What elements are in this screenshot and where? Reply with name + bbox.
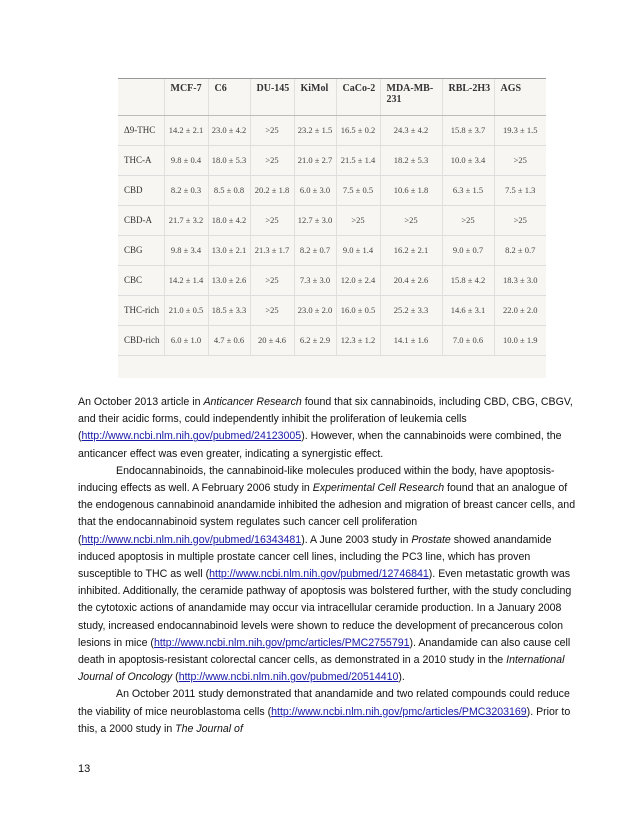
table-cell: >25 xyxy=(250,116,294,146)
table-cell: 7.5 ± 1.3 xyxy=(494,176,546,206)
text-run: found that six cannabinoids, including CBD, CBG, CBGV, and their acidic forms, could independently inhibit the proliferation of leukemia cells ( xyxy=(78,396,573,443)
table-cell: 19.3 ± 1.5 xyxy=(494,116,546,146)
table-row xyxy=(118,296,546,326)
table-row xyxy=(118,116,546,146)
journal-title: Anticancer Research xyxy=(203,396,302,408)
page-number: 13 xyxy=(78,763,91,775)
table-cell: 8.2 ± 0.7 xyxy=(294,236,336,266)
row-label: THC-rich xyxy=(118,296,164,326)
journal-title: Experimental Cell Research xyxy=(312,482,445,495)
journal-title: The Journal of xyxy=(175,722,243,735)
table-cell: 8.2 ± 0.7 xyxy=(494,236,546,266)
table-cell: 6.0 ± 1.0 xyxy=(164,326,208,356)
table-cell: 16.2 ± 2.1 xyxy=(380,236,442,266)
text-run: ). However, when the cannabinoids were combined, the anticancer effect was even greater, indicating a synergistic effect. xyxy=(78,430,562,460)
table-cell: 23.2 ± 1.5 xyxy=(294,116,336,146)
text-run: An October 2013 article in xyxy=(78,396,204,408)
table-cell: 4.7 ± 0.6 xyxy=(208,326,250,356)
pmc-link[interactable]: http://www.ncbi.nlm.nih.gov/pmc/articles/PMC2755791 xyxy=(153,636,410,649)
table-cell: 12.0 ± 2.4 xyxy=(336,266,380,296)
body-text xyxy=(78,394,578,738)
paragraph xyxy=(78,394,578,463)
text-run: found that an analogue of the endogenous cannabinoid anandamide inhibited the adhesion and migration of breast cancer cells, and that the endocannabinoid system regulates such cancer cell proliferation ( xyxy=(78,482,576,546)
row-label: THC-A xyxy=(118,146,164,176)
table-cell: 18.0 ± 5.3 xyxy=(208,146,250,176)
table-cell: 6.0 ± 3.0 xyxy=(294,176,336,206)
table-row xyxy=(118,176,546,206)
table-cell: 14.2 ± 1.4 xyxy=(164,266,208,296)
table-cell: 9.8 ± 3.4 xyxy=(164,236,208,266)
journal-title: International Journal of Oncology xyxy=(78,654,565,684)
table-cell: 23.0 ± 2.0 xyxy=(294,296,336,326)
table-cell: 8.2 ± 0.3 xyxy=(164,176,208,206)
row-label: CBC xyxy=(118,266,164,296)
table-cell: 8.5 ± 0.8 xyxy=(208,176,250,206)
table-cell: 21.7 ± 3.2 xyxy=(164,206,208,236)
table-cell: 13.0 ± 2.6 xyxy=(208,266,250,296)
table-cell: 12.7 ± 3.0 xyxy=(294,206,336,236)
table-body xyxy=(118,116,546,356)
pubmed-link[interactable]: http://www.ncbi.nlm.nih.gov/pubmed/12746841 xyxy=(209,568,429,581)
table-cell: 7.3 ± 3.0 xyxy=(294,266,336,296)
table-cell: >25 xyxy=(442,206,494,236)
table-cell: 9.8 ± 0.4 xyxy=(164,146,208,176)
table-cell: 7.0 ± 0.6 xyxy=(442,326,494,356)
column-header: RBL-2H3 xyxy=(442,79,494,116)
column-header: CaCo-2 xyxy=(336,79,380,116)
column-header: DU-145 xyxy=(250,79,294,116)
table-cell: 18.3 ± 3.0 xyxy=(494,266,546,296)
table-row xyxy=(118,266,546,296)
text-run: showed anandamide induced apoptosis in multiple prostate cancer cell lines, including the PC3 line, which has proven susceptible to THC as well ( xyxy=(78,533,552,581)
paragraph xyxy=(78,463,578,687)
table-cell: 23.0 ± 4.2 xyxy=(208,116,250,146)
table-cell: 25.2 ± 3.3 xyxy=(380,296,442,326)
column-header: KiMol xyxy=(294,79,336,116)
table-row xyxy=(118,146,546,176)
table-cell: 15.8 ± 4.2 xyxy=(442,266,494,296)
table-cell: 20 ± 4.6 xyxy=(250,326,294,356)
table-cell: 20.4 ± 2.6 xyxy=(380,266,442,296)
table-cell: 22.0 ± 2.0 xyxy=(494,296,546,326)
pubmed-link[interactable]: http://www.ncbi.nlm.nih.gov/pubmed/24123005 xyxy=(81,430,302,443)
text-run: An October 2011 study demonstrated that anandamide and two related compounds could reduce the viability of mice neuroblastoma cells ( xyxy=(78,688,570,718)
table-cell: >25 xyxy=(380,206,442,236)
table-cell: 7.5 ± 0.5 xyxy=(336,176,380,206)
table-cell: 10.6 ± 1.8 xyxy=(380,176,442,206)
text-run: ). Prior to this, a 2000 study in xyxy=(78,705,571,735)
column-header: MDA-MB-231 xyxy=(380,79,442,116)
text-run: Endocannabinoids, the cannabinoid-like molecules produced within the body, have apoptosis-inducing effects as well. A February 2006 study in xyxy=(78,464,555,495)
column-header xyxy=(118,79,164,116)
table-cell: 10.0 ± 3.4 xyxy=(442,146,494,176)
table-cell: >25 xyxy=(250,296,294,326)
table-cell: 21.0 ± 0.5 xyxy=(164,296,208,326)
pmc-link[interactable]: http://www.ncbi.nlm.nih.gov/pmc/articles/PMC3203169 xyxy=(271,705,527,718)
table-cell: >25 xyxy=(494,206,546,236)
table-cell: 13.0 ± 2.1 xyxy=(208,236,250,266)
table-cell: 10.0 ± 1.9 xyxy=(494,326,546,356)
row-label: Δ9-THC xyxy=(118,116,164,146)
table-cell: 14.2 ± 2.1 xyxy=(164,116,208,146)
table-row xyxy=(118,236,546,266)
table-cell: 12.3 ± 1.2 xyxy=(336,326,380,356)
ic50-table xyxy=(118,78,546,356)
paragraph xyxy=(78,686,578,738)
row-label: CBG xyxy=(118,236,164,266)
table-cell: 21.0 ± 2.7 xyxy=(294,146,336,176)
text-run: ( xyxy=(172,671,179,684)
table-cell: >25 xyxy=(336,206,380,236)
text-run: ). Anandamide can also cause cell death in apoptosis-resistant colorectal cancer cells, as demonstrated in a 2010 study in the xyxy=(78,636,571,667)
row-label: CBD-A xyxy=(118,206,164,236)
table-cell: 18.2 ± 5.3 xyxy=(380,146,442,176)
table-cell: >25 xyxy=(250,206,294,236)
text-run: ). xyxy=(398,671,405,684)
pubmed-link[interactable]: http://www.ncbi.nlm.nih.gov/pubmed/16343481 xyxy=(81,533,302,546)
table-cell: >25 xyxy=(250,146,294,176)
column-header: AGS xyxy=(494,79,546,116)
table-cell: 14.1 ± 1.6 xyxy=(380,326,442,356)
table-cell: 9.0 ± 0.7 xyxy=(442,236,494,266)
text-run: ). A June 2003 study in xyxy=(301,533,412,546)
table-row xyxy=(118,206,546,236)
table-cell: 18.0 ± 4.2 xyxy=(208,206,250,236)
table-cell: 24.3 ± 4.2 xyxy=(380,116,442,146)
table-cell: 16.5 ± 0.2 xyxy=(336,116,380,146)
pubmed-link[interactable]: http://www.ncbi.nlm.nih.gov/pubmed/20514410 xyxy=(178,671,399,684)
row-label: CBD xyxy=(118,176,164,206)
text-run: ). Even metastatic growth was inhibited. Additionally, the ceramide pathway of apoptosis was bolstered further, with the study concluding the cytotoxic actions of anandamide may occur via intracellular ceramide production. In a January 2008 study, increased endocannabinoid levels were shown to reduce the development of precancerous colon lesions in mice ( xyxy=(78,568,572,649)
table-cell: 21.3 ± 1.7 xyxy=(250,236,294,266)
table-cell: 20.2 ± 1.8 xyxy=(250,176,294,206)
row-label: CBD-rich xyxy=(118,326,164,356)
table-cell: 16.0 ± 0.5 xyxy=(336,296,380,326)
table-cell: >25 xyxy=(494,146,546,176)
table-cell: 6.2 ± 2.9 xyxy=(294,326,336,356)
table-cell: >25 xyxy=(250,266,294,296)
journal-title: Prostate xyxy=(411,533,451,546)
table-cell: 21.5 ± 1.4 xyxy=(336,146,380,176)
column-header: C6 xyxy=(208,79,250,116)
table-cell: 6.3 ± 1.5 xyxy=(442,176,494,206)
table-cell: 18.5 ± 3.3 xyxy=(208,296,250,326)
ic50-table-image xyxy=(118,78,546,378)
table-cell: 14.6 ± 3.1 xyxy=(442,296,494,326)
column-header: MCF-7 xyxy=(164,79,208,116)
table-cell: 15.8 ± 3.7 xyxy=(442,116,494,146)
table-cell: 9.0 ± 1.4 xyxy=(336,236,380,266)
table-header-row xyxy=(118,79,546,116)
table-row xyxy=(118,326,546,356)
